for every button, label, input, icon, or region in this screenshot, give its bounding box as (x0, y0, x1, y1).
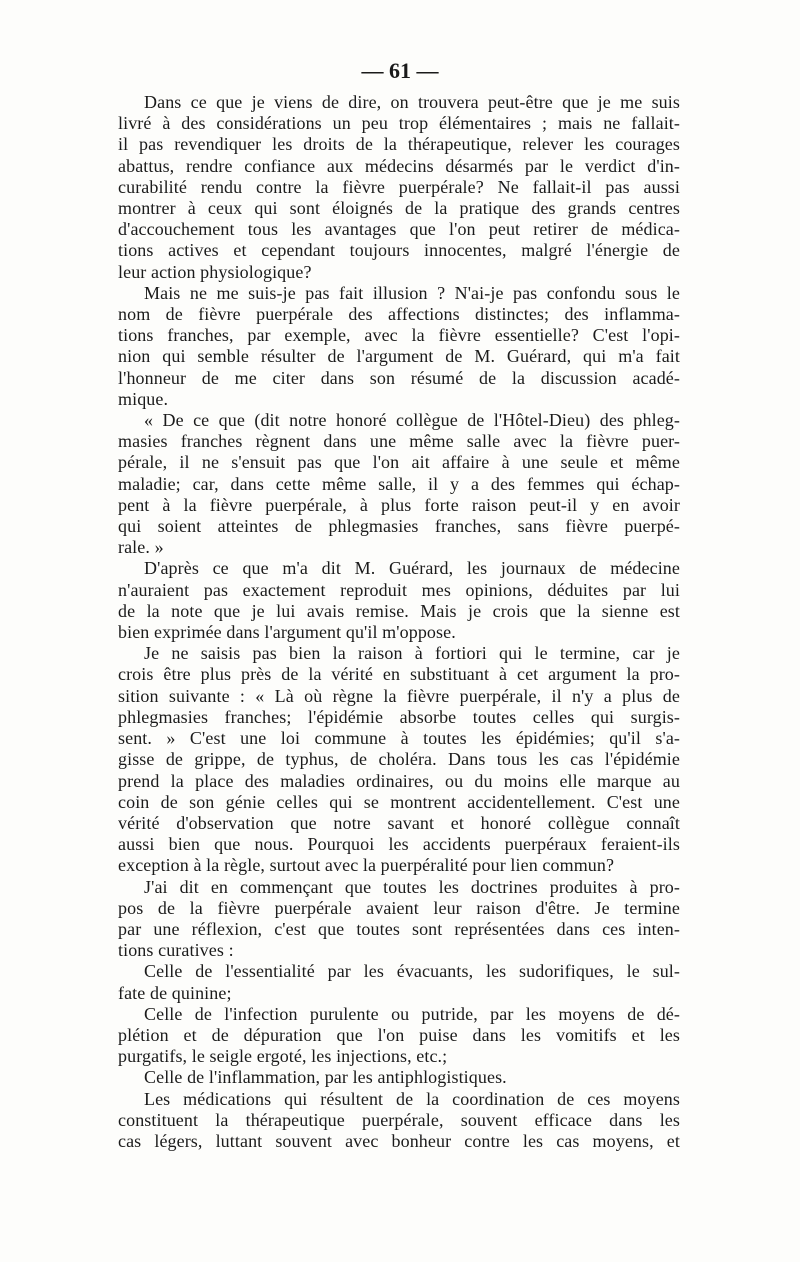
text-line: Celle de l'infection purulente ou putride, par les moyens de dé- (144, 1003, 680, 1024)
text-line: de la note que je lui avais remise. Mais je crois que la sienne est (118, 600, 680, 621)
text-line: abattus, rendre confiance aux médecins désarmés par le verdict d'in- (118, 155, 680, 176)
text-line: plétion et de dépuration que l'on puise dans les vomitifs et les (118, 1024, 680, 1045)
text-line: masies franches règnent dans une même salle avec la fièvre puer- (118, 431, 680, 452)
text-line: d'accouchement tous les avantages que l'on peut retirer de médica- (118, 219, 680, 240)
text-line: Dans ce que je viens de dire, on trouvera peut-être que je me suis (144, 92, 680, 112)
text-line: sent. » C'est une loi commune à toutes les épidémies; qu'il s'a- (118, 728, 680, 749)
text-line: l'honneur de me citer dans son résumé de la discussion acadé- (118, 367, 680, 388)
text-line: sition suivante : « Là où règne la fièvre puerpérale, il n'y a plus de (118, 685, 680, 706)
text-line: livré à des considérations un peu trop élémentaires ; mais ne fallait- (118, 113, 680, 134)
text-line: pos de la fièvre puerpérale avaient leur raison d'être. Je termine (118, 897, 680, 918)
text-line: il pas revendiquer les droits de la thérapeutique, relever les courages (118, 134, 680, 155)
text-line: aussi bien que nous. Pourquoi les accidents puerpéraux feraient-ils (118, 834, 680, 855)
text-line: Je ne saisis pas bien la raison à fortiori qui le termine, car je (144, 643, 680, 664)
text-line: pérale, il ne s'ensuit pas que l'on ait affaire à une seule et même (118, 452, 680, 473)
text-line: « De ce que (dit notre honoré collègue de l'Hôtel-Dieu) des phleg- (144, 410, 680, 431)
text-line: curabilité rendu contre la fièvre puerpérale? Ne fallait-il pas aussi (118, 176, 680, 197)
body-text (118, 92, 680, 1152)
text-line: leur action physiologique? (118, 261, 312, 282)
text-line: maladie; car, dans cette même salle, il y a des femmes qui échap- (118, 473, 680, 494)
text-line: constituent la thérapeutique puerpérale, souvent efficace dans les (118, 1109, 680, 1130)
text-line: Mais ne me suis-je pas fait illusion ? N'ai-je pas confondu sous le (144, 282, 680, 303)
text-line: mique. (118, 388, 169, 409)
text-line: vérité d'observation que notre savant et honoré collègue connaît (118, 812, 680, 833)
text-line: Celle de l'essentialité par les évacuants, les sudorifiques, le sul- (144, 961, 680, 982)
text-line: nion qui semble résulter de l'argument de M. Guérard, qui m'a fait (118, 346, 680, 367)
text-line: exception à la règle, surtout avec la puerpéralité pour lien commun? (118, 855, 615, 876)
text-line: purgatifs, le seigle ergoté, les injections, etc.; (118, 1046, 448, 1067)
text-line: D'après ce que m'a dit M. Guérard, les journaux de médecine (144, 558, 680, 579)
text-line: nom de fièvre puerpérale des affections distinctes; des inflamma- (118, 304, 680, 325)
text-line: rale. » (118, 537, 164, 558)
text-line: gisse de grippe, de typhus, de choléra. Dans tous les cas l'épidémie (118, 749, 680, 770)
page-number: — 61 — (361, 58, 439, 83)
text-line: cas légers, luttant souvent avec bonheur contre les cas moyens, et (118, 1130, 680, 1151)
text-line: qui soient atteintes de phlegmasies franches, sans fièvre puerpé- (118, 516, 680, 537)
text-line: tions franches, par exemple, avec la fièvre essentielle? C'est l'opi- (118, 325, 680, 346)
text-line: montrer à ceux qui sont éloignés de la pratique des grands centres (118, 198, 680, 219)
text-line: pent à la fièvre puerpérale, à plus forte raison peut-il y en avoir (118, 494, 680, 515)
text-line: Celle de l'inflammation, par les antiphlogistiques. (144, 1067, 507, 1088)
text-line: tions actives et cependant toujours innocentes, malgré l'énergie de (118, 240, 680, 261)
text-line: Les médications qui résultent de la coordination de ces moyens (144, 1088, 680, 1109)
text-line: par une réflexion, c'est que toutes sont représentées dans ces inten- (118, 918, 680, 939)
text-line: coin de son génie celles qui se montrent accidentellement. C'est une (118, 791, 680, 812)
text-line: crois être plus près de la vérité en substituant à cet argument la pro- (118, 664, 680, 685)
text-line: prend la place des maladies ordinaires, ou du moins elle marque au (118, 770, 680, 791)
text-line: fate de quinine; (118, 982, 232, 1003)
text-line: tions curatives : (118, 940, 234, 961)
text-line: J'ai dit en commençant que toutes les doctrines produites à pro- (144, 876, 680, 897)
text-line: bien exprimée dans l'argument qu'il m'oppose. (118, 622, 456, 643)
text-line: n'auraient pas exactement reproduit mes opinions, déduites par lui (118, 579, 680, 600)
text-line: phlegmasies franches; l'épidémie absorbe toutes celles qui surgis- (118, 706, 680, 727)
